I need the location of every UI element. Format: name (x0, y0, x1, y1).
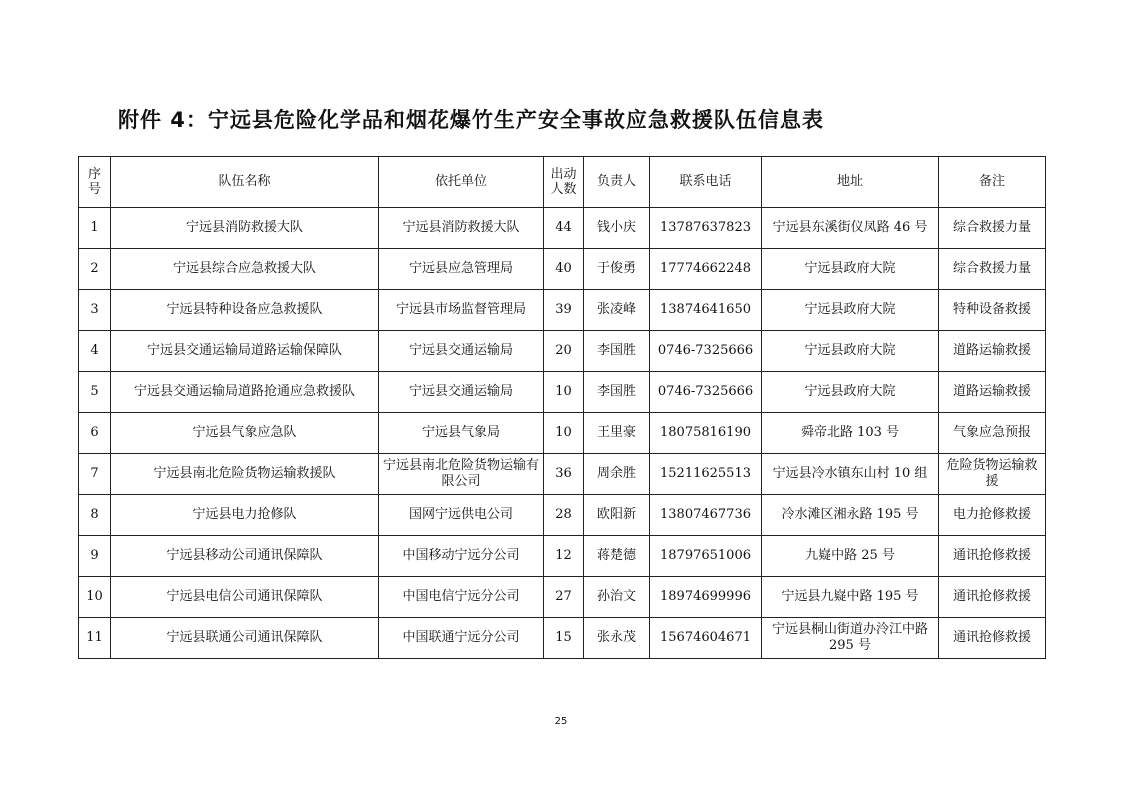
cell-count: 28 (544, 495, 584, 536)
cell-address: 宁远县政府大院 (762, 290, 939, 331)
table-row (79, 577, 1046, 618)
cell-address: 宁远县政府大院 (762, 372, 939, 413)
cell-team: 宁远县移动公司通讯保障队 (111, 536, 379, 577)
cell-count: 12 (544, 536, 584, 577)
cell-team: 宁远县气象应急队 (111, 413, 379, 454)
table-row (79, 454, 1046, 495)
cell-note: 特种设备救援 (939, 290, 1046, 331)
cell-team: 宁远县消防救援大队 (111, 208, 379, 249)
cell-note: 道路运输救援 (939, 331, 1046, 372)
cell-leader: 张凌峰 (584, 290, 650, 331)
cell-unit: 国网宁远供电公司 (379, 495, 544, 536)
cell-index: 10 (79, 577, 111, 618)
cell-address: 九嶷中路 25 号 (762, 536, 939, 577)
cell-index: 5 (79, 372, 111, 413)
cell-unit: 宁远县消防救援大队 (379, 208, 544, 249)
cell-phone: 13787637823 (650, 208, 762, 249)
cell-note: 电力抢修救援 (939, 495, 1046, 536)
cell-note: 通讯抢修救援 (939, 618, 1046, 659)
cell-index: 3 (79, 290, 111, 331)
cell-address: 宁远县政府大院 (762, 331, 939, 372)
cell-address: 冷水滩区湘永路 195 号 (762, 495, 939, 536)
table-row (79, 372, 1046, 413)
cell-count: 40 (544, 249, 584, 290)
cell-unit: 中国移动宁远分公司 (379, 536, 544, 577)
document-title: 附件 4：宁远县危险化学品和烟花爆竹生产安全事故应急救援队伍信息表 (118, 108, 824, 132)
cell-address: 宁远县冷水镇东山村 10 组 (762, 454, 939, 495)
cell-leader: 李国胜 (584, 331, 650, 372)
header-team: 队伍名称 (111, 157, 379, 208)
cell-phone: 17774662248 (650, 249, 762, 290)
cell-note: 通讯抢修救援 (939, 536, 1046, 577)
cell-unit: 宁远县气象局 (379, 413, 544, 454)
table-row (79, 413, 1046, 454)
header-unit: 依托单位 (379, 157, 544, 208)
table-row (79, 249, 1046, 290)
cell-index: 4 (79, 331, 111, 372)
cell-address: 宁远县政府大院 (762, 249, 939, 290)
cell-index: 2 (79, 249, 111, 290)
cell-unit: 中国电信宁远分公司 (379, 577, 544, 618)
cell-index: 1 (79, 208, 111, 249)
cell-leader: 蒋楚德 (584, 536, 650, 577)
cell-phone: 15211625513 (650, 454, 762, 495)
cell-phone: 18797651006 (650, 536, 762, 577)
cell-note: 综合救援力量 (939, 208, 1046, 249)
cell-unit: 宁远县交通运输局 (379, 331, 544, 372)
header-note: 备注 (939, 157, 1046, 208)
cell-note: 道路运输救援 (939, 372, 1046, 413)
cell-leader: 李国胜 (584, 372, 650, 413)
cell-phone: 15674604671 (650, 618, 762, 659)
table-row (79, 495, 1046, 536)
cell-count: 27 (544, 577, 584, 618)
cell-phone: 13874641650 (650, 290, 762, 331)
cell-leader: 钱小庆 (584, 208, 650, 249)
cell-unit: 中国联通宁远分公司 (379, 618, 544, 659)
cell-leader: 于俊勇 (584, 249, 650, 290)
cell-note: 危险货物运输救援 (939, 454, 1046, 495)
table-row (79, 536, 1046, 577)
cell-team: 宁远县电信公司通讯保障队 (111, 577, 379, 618)
header-phone: 联系电话 (650, 157, 762, 208)
cell-unit: 宁远县南北危险货物运输有限公司 (379, 454, 544, 495)
cell-address: 宁远县九嶷中路 195 号 (762, 577, 939, 618)
cell-address: 宁远县东溪街仪凤路 46 号 (762, 208, 939, 249)
cell-count: 10 (544, 413, 584, 454)
cell-leader: 周余胜 (584, 454, 650, 495)
table-row (79, 618, 1046, 659)
cell-count: 15 (544, 618, 584, 659)
cell-team: 宁远县联通公司通讯保障队 (111, 618, 379, 659)
cell-index: 7 (79, 454, 111, 495)
cell-index: 8 (79, 495, 111, 536)
cell-team: 宁远县电力抢修队 (111, 495, 379, 536)
cell-note: 综合救援力量 (939, 249, 1046, 290)
table-row (79, 331, 1046, 372)
rescue-team-table (78, 156, 1046, 659)
cell-team: 宁远县综合应急救援大队 (111, 249, 379, 290)
cell-team: 宁远县交通运输局道路运输保障队 (111, 331, 379, 372)
cell-address: 舜帝北路 103 号 (762, 413, 939, 454)
cell-address: 宁远县桐山街道办泠江中路 295 号 (762, 618, 939, 659)
cell-count: 10 (544, 372, 584, 413)
cell-index: 6 (79, 413, 111, 454)
cell-unit: 宁远县交通运输局 (379, 372, 544, 413)
cell-team: 宁远县南北危险货物运输救援队 (111, 454, 379, 495)
cell-unit: 宁远县应急管理局 (379, 249, 544, 290)
cell-count: 44 (544, 208, 584, 249)
cell-count: 39 (544, 290, 584, 331)
cell-team: 宁远县特种设备应急救援队 (111, 290, 379, 331)
cell-index: 9 (79, 536, 111, 577)
table-row (79, 208, 1046, 249)
cell-note: 气象应急预报 (939, 413, 1046, 454)
cell-phone: 18974699996 (650, 577, 762, 618)
header-address: 地址 (762, 157, 939, 208)
header-index: 序 号 (79, 157, 111, 208)
cell-unit: 宁远县市场监督管理局 (379, 290, 544, 331)
cell-leader: 王里豪 (584, 413, 650, 454)
header-leader: 负责人 (584, 157, 650, 208)
header-count: 出动 人数 (544, 157, 584, 208)
cell-leader: 张永茂 (584, 618, 650, 659)
cell-phone: 18075816190 (650, 413, 762, 454)
cell-leader: 孙治文 (584, 577, 650, 618)
cell-leader: 欧阳新 (584, 495, 650, 536)
page-number: 25 (554, 716, 568, 727)
table-row (79, 290, 1046, 331)
cell-phone: 0746-7325666 (650, 372, 762, 413)
cell-team: 宁远县交通运输局道路抢通应急救援队 (111, 372, 379, 413)
table-header-row (79, 157, 1046, 208)
cell-index: 11 (79, 618, 111, 659)
cell-note: 通讯抢修救援 (939, 577, 1046, 618)
cell-phone: 13807467736 (650, 495, 762, 536)
cell-count: 36 (544, 454, 584, 495)
cell-count: 20 (544, 331, 584, 372)
cell-phone: 0746-7325666 (650, 331, 762, 372)
